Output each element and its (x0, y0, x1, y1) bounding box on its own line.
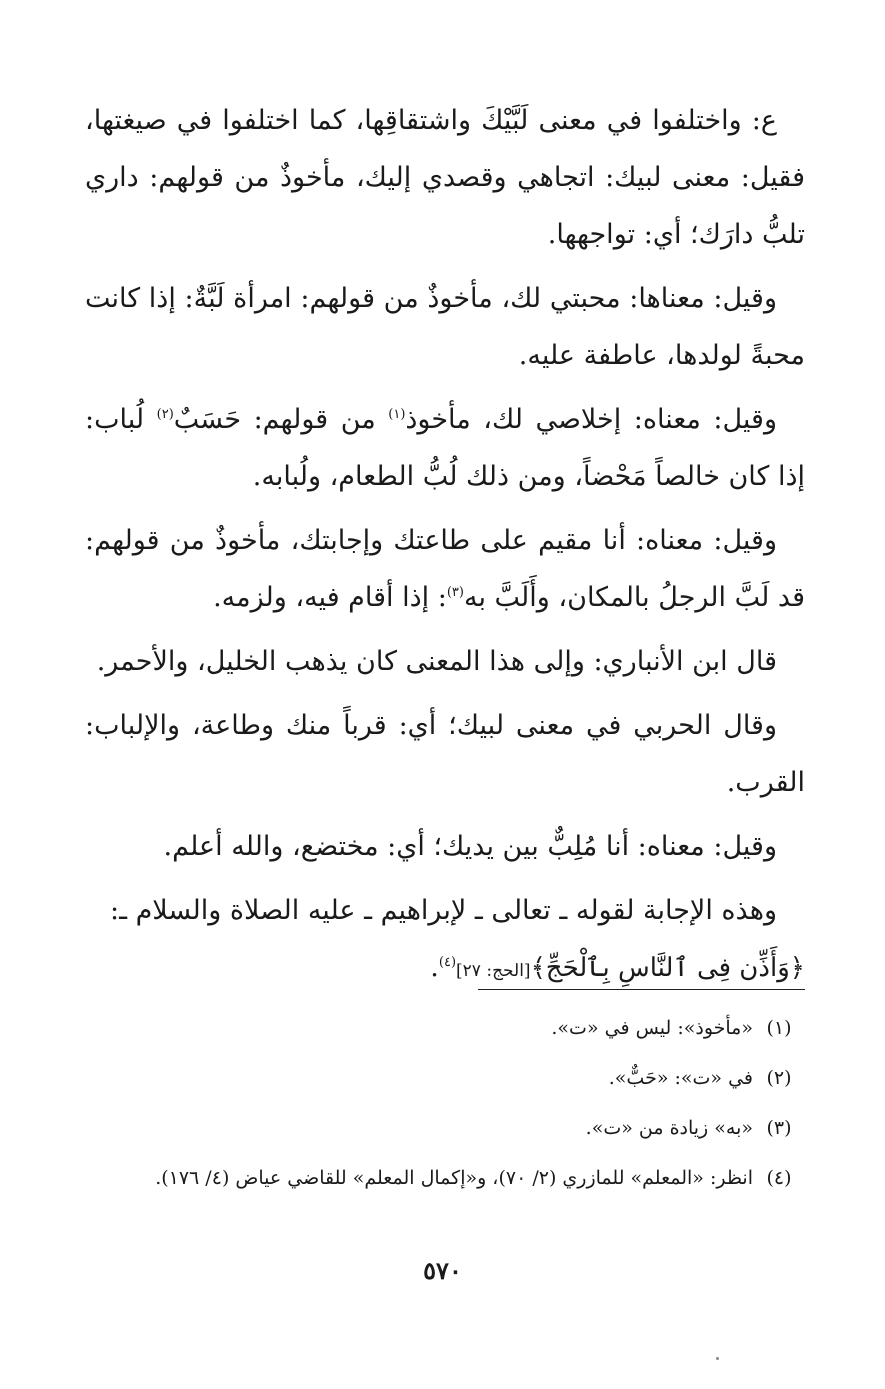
footnote (85, 1104, 805, 1152)
paragraph-love-meaning: وقيل: معناها: محبتي لك، مأخوذٌ من قولهم: امرأة لَبَّةٌ: إذا كانت محبةً لولدها، عاطفة عليه. (85, 283, 805, 371)
footnote (85, 1154, 805, 1202)
quran-verse (85, 939, 805, 1000)
footnote-ref-3[interactable]: (٣) (446, 585, 464, 600)
page-number: ٥٧٠ (423, 1256, 462, 1285)
paragraph-text: : إذا أقام فيه، ولزمه. (213, 582, 447, 613)
footnote-text: في «ت»: «حَبٌّ». (608, 1067, 753, 1089)
paragraph-text: لُباب: إذا كان خالصاً مَحْضاً، ومن ذلك لُبُّ الطعام، ولُبابه. (85, 404, 805, 492)
footnote-number: (١) (766, 1017, 792, 1039)
paragraph-ibn-al-anbari: قال ابن الأنباري: وإلى هذا المعنى كان يذهب الخليل، والأحمر. (96, 646, 777, 677)
footnote-number: (٢) (766, 1067, 792, 1089)
paragraph-text: من قولهم: حَسَبٌ (173, 404, 389, 435)
paragraph-text: وقيل: معناه: أنا مقيم على طاعتك وإجابتك، مأخوذٌ من قولهم: قد لَبَّ الرجلُ بالمكان، وأَلَبَّ به (85, 525, 805, 613)
paragraph-text: وقيل: معناه: إخلاصي لك، مأخوذ (405, 404, 777, 435)
footnote-ref-1[interactable]: (١) (388, 407, 406, 422)
quran-citation: [الحج: ٢٧] (456, 961, 531, 981)
paragraph-labbayk-meaning: ع: واختلفوا في معنى لَبَّيْكَ واشتقاقِها، كما اختلفوا في صيغتها، فقيل: معنى لبيك: اتجاهي وقصدي إليك، مأخوذٌ من قولهم: داري تلبُّ دارَك؛ أي: تواجهها. (85, 105, 805, 250)
quran-ayah: ﴿وَأَذِّن فِى ٱلنَّاسِ بِٱلْحَجِّ﴾ (530, 953, 805, 983)
verse-end: . (430, 952, 439, 983)
paragraph-residing-meaning (85, 512, 805, 626)
footnote-text: انظر: «المعلم» للمازري (٢/ ٧٠)، و«إكمال المعلم» للقاضي عياض (٤/ ١٧٦). (155, 1167, 753, 1189)
main-text (85, 92, 805, 1007)
footnote-ref-2[interactable]: (٢) (156, 407, 174, 422)
paragraph-sincerity-meaning (85, 391, 805, 505)
footnote-text: «مأخوذ»: ليس في «ت». (551, 1017, 753, 1039)
footnote-divider (478, 989, 805, 990)
paragraph-al-harbi: وقال الحربي في معنى لبيك؛ أي: قرباً منك وطاعة، والإلباب: القرب. (85, 710, 805, 798)
footnote (85, 1004, 805, 1052)
footnote (85, 1054, 805, 1102)
footnote-text: «به» زيادة من «ت». (585, 1117, 753, 1139)
paragraph-submission-meaning: وقيل: معناه: أنا مُلِبٌّ بين يديك؛ أي: مختضع، والله أعلم. (163, 831, 777, 862)
footnote-ref-4[interactable]: (٤) (438, 955, 457, 970)
paragraph-ibrahim-response: وهذه الإجابة لقوله ـ تعالى ـ لإبراهيم ـ عليه الصلاة والسلام ـ: (110, 895, 777, 926)
footnote-number: (٤) (766, 1167, 792, 1189)
footnote-number: (٣) (766, 1117, 792, 1139)
footnotes (85, 1004, 805, 1204)
scan-speck (716, 1357, 719, 1360)
